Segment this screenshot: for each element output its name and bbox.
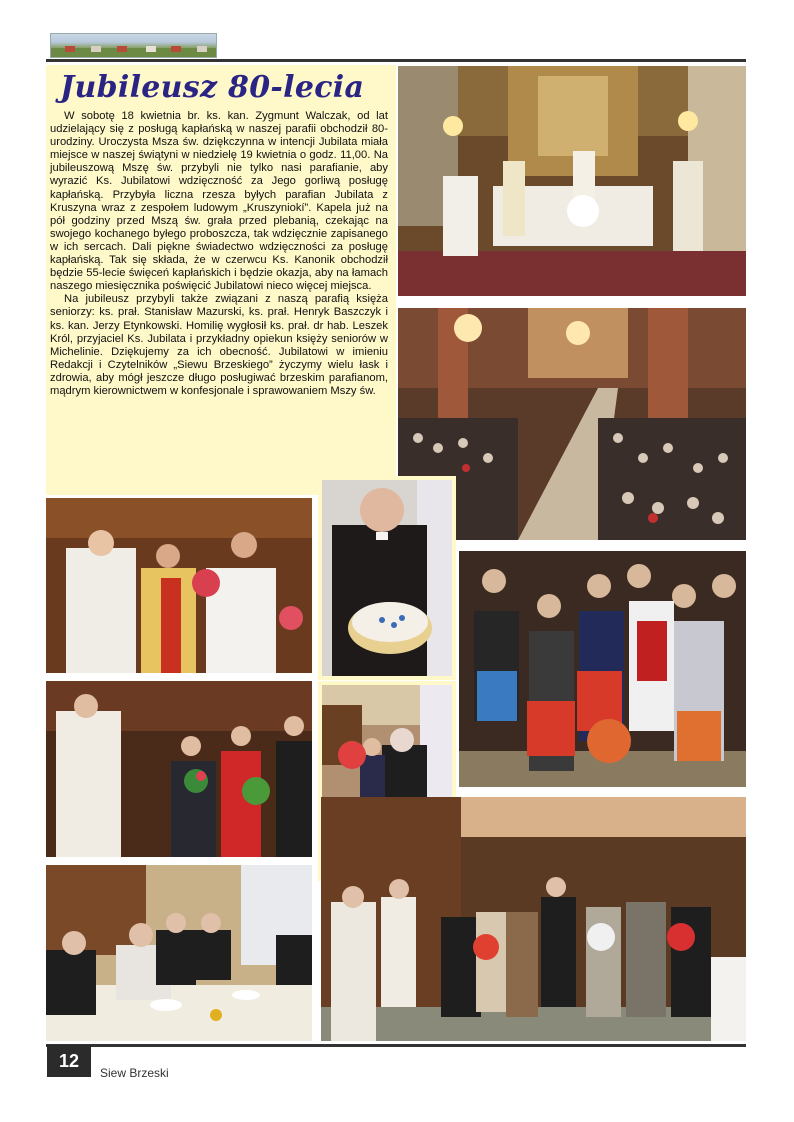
photo-sacristy-greetings <box>321 797 746 1041</box>
photo-clergy-flowers <box>46 498 312 673</box>
publication-name: Siew Brzeski <box>100 1066 169 1080</box>
article-paragraph: W sobotę 18 kwietnia br. ks. kan. Zygmunt Walczak, od lat udzielający się z posługą kapłańską w naszej parafii obchodził 80-urodziny. Uroczysta Msza św. dziękczynna w intencji Jubilata miała miejsce w naszej świątyni w niedzielę 19 kwietnia o godz. 11,00. Na jubileuszową Mszę św. przybyli nie tylko nasi parafianie, aby wyrazić Ks. Jubilatowi wdzięczność za Jego gorliwą posługę kapłańską. Przybyła liczna rzesza byłych parafian Jubilata z Kruszyna wraz z zespołem ludowym „Kruszyniokí”. Kapela już na pół godziny przed Mszą św. grała przed plebanią, czekając na swojego kochanego byłego proboszcza, tak wdzięcznie zapisanego w ich sercach. Dali piękne świadectwo wdzięczności za posługę kapłańską. Tak się składa, że w czerwcu Ks. Kanonik obchodził będzie 55-lecie święceń kapłańskich i będzie okazja, aby na łamach naszego miesięcznika poświęcić Jubilatowi nieco więcej miejsca. <box>50 110 388 293</box>
page-number: 12 <box>47 1045 91 1077</box>
article-body <box>50 110 388 398</box>
photo-folk-group <box>459 551 746 787</box>
photo-children-flowers <box>46 681 312 857</box>
bottom-rule <box>46 1044 746 1047</box>
article-title: Jubileusz 80-lecia <box>60 70 365 105</box>
photo-altar-mass <box>398 66 746 296</box>
top-rule <box>46 59 746 62</box>
article-paragraph: Na jubileusz przybyli także związani z naszą parafią księża seniorzy: ks. prał. Stanisław Mazurski, ks. prał. Henryk Baszczyk i ks. kan. Jerzy Etynkowski. Homilię wygłosił ks. prał. dr hab. Leszek Król, przyjaciel Ks. Jubilata i przykładny opiekun księży seniorów w Michelinie. Dziękujemy za ich obecność. Jubilatowi w imieniu Redakcji i Czytelników „Siewu Brzeskiego” życzymy wielu łask i zdrowia, aby mógł jeszcze długo posługiwać brzeskim parafianom, mądrym kierownictwem w konfesjonale i sprawowaniem Mszy św. <box>50 293 388 397</box>
photo-jubilarian-cake <box>322 480 452 676</box>
header-banner-image <box>50 33 217 58</box>
photo-dinner-table <box>46 865 312 1041</box>
